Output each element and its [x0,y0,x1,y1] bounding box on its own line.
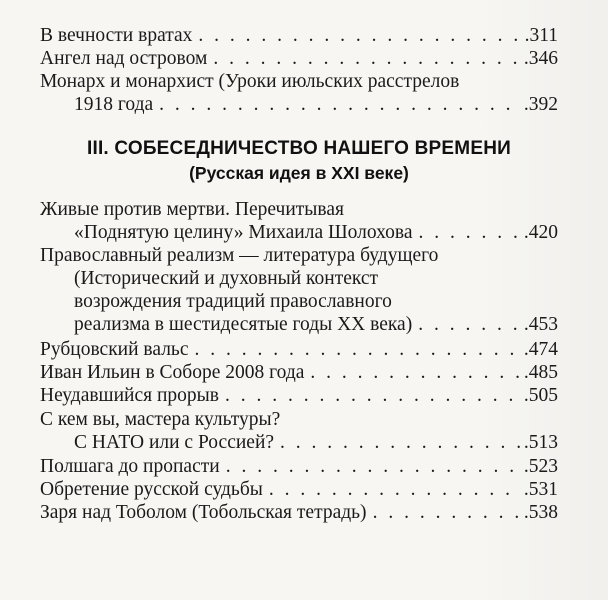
toc-line [40,313,558,336]
toc-entry [40,384,558,407]
section-title: III. СОБЕСЕДНИЧЕСТВО НАШЕГО ВРЕМЕНИ [87,138,511,159]
toc-entry-title: Живые против мертви. Перечитывая [40,199,344,220]
page-number: .392 [523,94,558,115]
dot-leader [419,221,522,244]
page-number: .346 [523,48,558,69]
toc-entry [40,244,558,336]
toc-line [40,70,558,93]
toc-line [40,47,558,70]
toc-entry-title-cont: реализма в шестидесятые годы XX века) [74,314,413,335]
toc-line [40,501,558,524]
toc-entry [40,478,558,501]
toc-line [40,338,558,361]
toc-entry [40,24,558,47]
dot-leader [225,384,522,407]
toc-entry-title: С кем вы, мастера культуры? [40,409,281,430]
toc-line [40,408,558,431]
toc-line [40,198,558,221]
toc-entry-title: Обретение русской судьбы [40,479,263,500]
dot-leader [418,313,522,336]
dot-leader [159,93,522,116]
dot-leader [269,478,522,501]
toc-line [40,290,558,313]
toc-entry-title-cont: С НАТО или с Россией? [74,432,275,453]
dot-leader [198,24,522,47]
page-number: .538 [523,502,558,523]
page-number: .523 [523,456,558,477]
toc-entry [40,198,558,244]
toc-entry-title: Иван Ильин в Соборе 2008 года [40,362,305,383]
page-number: .453 [523,314,558,335]
dot-leader [194,338,521,361]
dot-leader [280,431,522,454]
toc-entry-title: Заря над Тоболом (Тобольская тетрадь) [40,502,367,523]
toc-entry-title: Монарх и монархист (Уроки июльских расстрелов [40,71,460,92]
dot-leader [310,361,521,384]
toc-entry-title: Православный реализм — литература будущего [40,245,439,266]
toc-entry [40,408,558,454]
dot-leader [213,47,522,70]
toc-entry-title-cont: возрождения традиций православного [74,291,392,312]
toc-line [40,478,558,501]
page-number: .513 [523,432,558,453]
page-number: .311 [524,25,558,46]
page-number: .531 [523,479,558,500]
toc-line [40,384,558,407]
dot-leader [373,501,522,524]
toc-entry-title-cont: 1918 года [74,94,154,115]
toc-entry [40,361,558,384]
toc-line [40,267,558,290]
toc-line [40,431,558,454]
page-number: .505 [523,385,558,406]
toc-line [40,244,558,267]
page-number: .474 [523,339,558,360]
toc-entry-title: Полшага до пропасти [40,456,220,477]
toc-entry-title: Ангел над островом [40,48,208,69]
page-number: .420 [523,222,558,243]
toc-line [40,24,558,47]
toc-entry-title: Рубцовский вальс [40,339,189,360]
toc-entry [40,501,558,524]
dot-leader [226,455,522,478]
toc-line [40,93,558,116]
page-number: .485 [523,362,558,383]
toc-entry-title: Неудавшийся прорыв [40,385,219,406]
toc-entry [40,70,558,116]
section-subtitle: (Русская идея в XXI веке) [189,163,409,183]
toc-entry [40,455,558,478]
toc-entry-title-cont: (Исторический и духовный контекст [74,268,379,289]
toc-entry-title-cont: «Поднятую целину» Михаила Шолохова [74,222,413,243]
toc-entry-title: В вечности вратах [40,25,193,46]
toc-entry [40,338,558,361]
toc-line [40,361,558,384]
toc-entry [40,47,558,70]
toc-line [40,455,558,478]
toc-line [40,221,558,244]
